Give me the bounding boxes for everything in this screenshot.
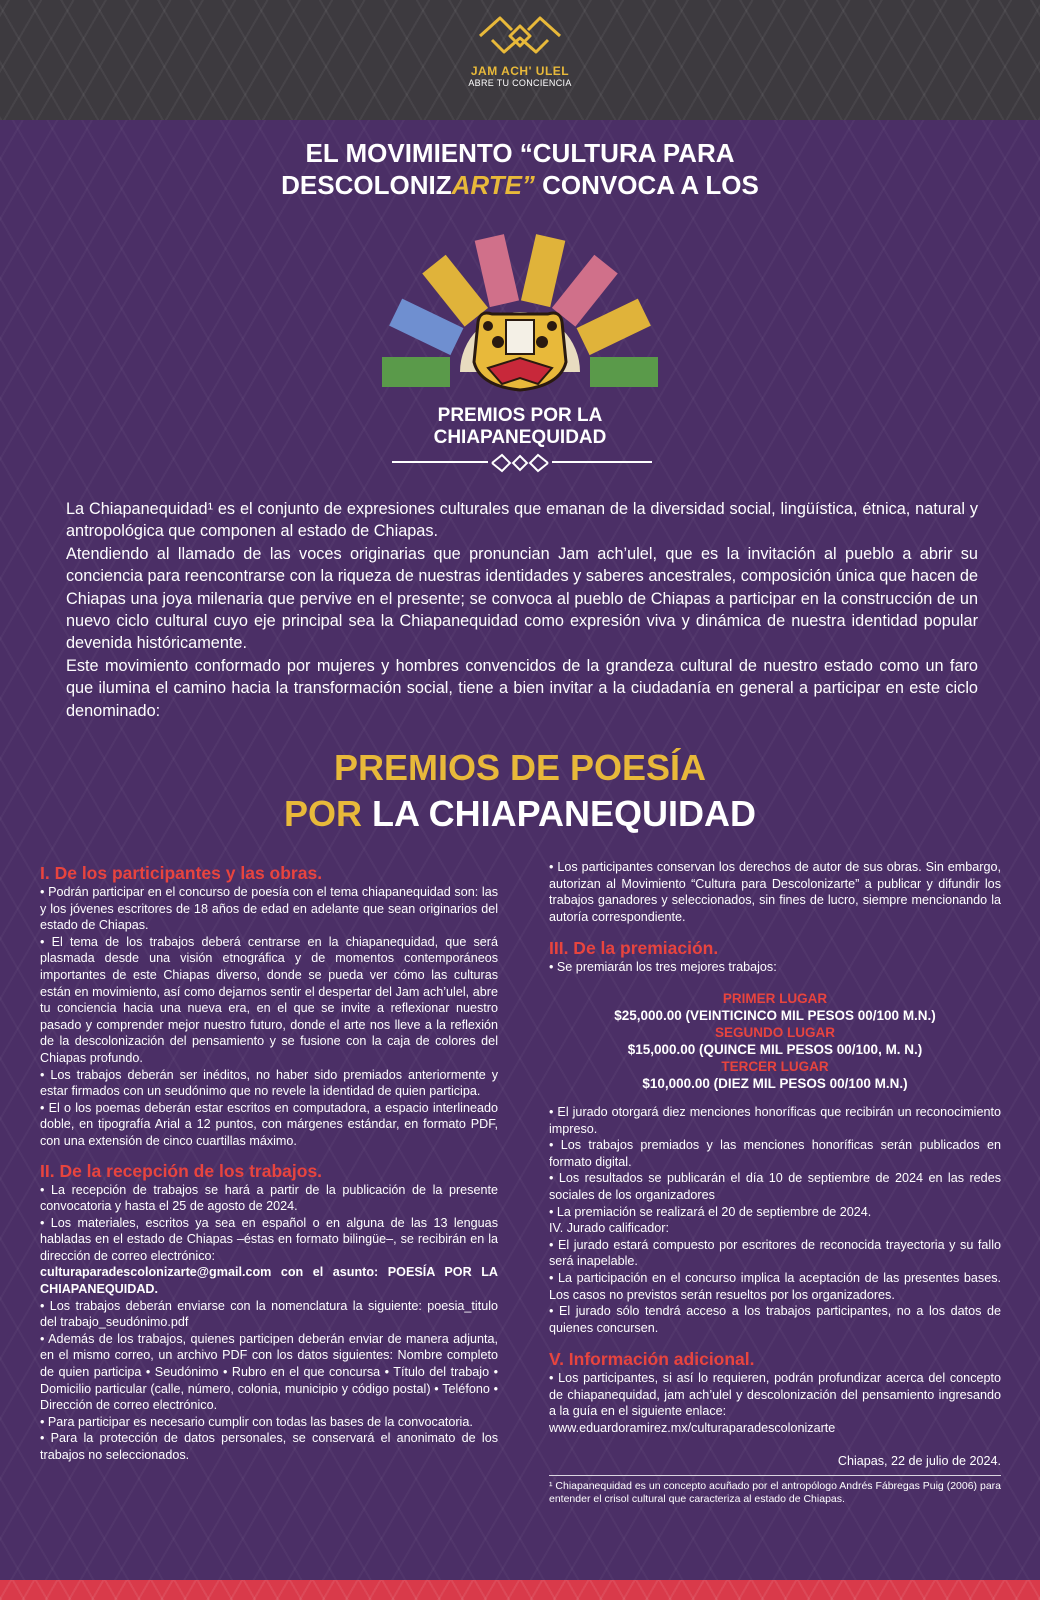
sun-ray <box>521 234 565 307</box>
prize-place: SEGUNDO LUGAR <box>714 1024 835 1040</box>
section-1-heading: I. De los participantes y las obras. <box>40 863 323 883</box>
knot-ornament-icon <box>488 453 552 473</box>
prize-amount: $15,000.00 (QUINCE MIL PESOS 00/100, M. N.) <box>627 1041 923 1057</box>
intro-paragraph-1: La Chiapanequidad¹ es el conjunto de expresiones culturales que emanan de la diversidad social, lingüística, étnica, natural y antropológica que componen al estado de Chiapas. <box>66 500 978 541</box>
bottom-banner <box>0 1580 1040 1600</box>
brand-name: JAM ACH' ULEL <box>470 64 570 78</box>
intro-paragraph-3: Este movimiento conformado por mujeres y hombres convencidos de la grandeza cultural de nuestro estado como un faro que ilumina el camino hacia la transformación social, tiene a bien invitar a la ciudadanía en general a participar en este ciclo denominado: <box>66 656 978 720</box>
jam-achulel-logo-icon <box>470 12 570 60</box>
footnote: ¹ Chiapanequidad es un concepto acuñado por el antropólogo Andrés Fábregas Puig (2006) para entender el crisol cultural que caracteriza al estado de Chiapas. <box>549 1480 1001 1506</box>
section-1-item: • El tema de los trabajos deberá centrarse en la chiapanequidad, que será plasmada desde una visión etnográfica y de momentos contemporáneos importantes de este Chiapas diverso, donde se pueda ver cómo las culturas están en movimiento, así como dejarnos sentir el despertar del Jam ach’ulel, abre tu conciencia hacia una nueva era, en el que se invite a reflexionar nuestro pasado y comprender mejor nuestro futuro, donde el arte nos lleve a la reflexión de la descolonización del pensamiento y se fusione con la caja de colores del Chiapas profundo. <box>40 934 498 1065</box>
footnote-divider <box>549 1475 1001 1476</box>
contest-title-line-1: PREMIOS DE POESÍA <box>333 747 707 788</box>
headline-line-2 <box>0 169 1040 201</box>
contest-title <box>0 745 1040 837</box>
prize-place: PRIMER LUGAR <box>722 990 828 1006</box>
section-2-item: • Los trabajos deberán enviarse con la nomenclatura la siguiente: poesia_titulo del trabajo_seudónimo.pdf <box>40 1298 498 1330</box>
sun-ray <box>475 234 519 307</box>
section-1-item: • Los trabajos deberán ser inéditos, no haber sido premiados anteriormente y estar firmados con un seudónimo que no revele la identidad de quien participa. <box>40 1067 498 1099</box>
section-3-item: • Los resultados se publicarán el día 10 de septiembre de 2024 en las redes sociales de los organizadores <box>549 1171 1001 1202</box>
brand-tagline: ABRE TU CONCIENCIA <box>468 78 572 88</box>
contest-title-chiapanequidad: LA CHIAPANEQUIDAD <box>372 793 756 834</box>
section-2-item: • Además de los trabajos, quienes participen deberán enviar de manera adjunta, en el mismo correo, un archivo PDF con los datos siguientes: Nombre completo de quien participa • Seudónimo • Rubro en el que concursa • Título del trabajo • Domicilio particular (calle, número, colonia, municipio y código postal) • Teléfono • Dirección de correo electrónico. <box>40 1331 498 1413</box>
headline <box>0 137 1040 201</box>
prize-place: TERCER LUGAR <box>721 1058 829 1074</box>
left-column <box>40 862 498 1464</box>
dateline: Chiapas, 22 de julio de 2024. <box>837 1453 1001 1468</box>
section-3-item: • La premiación se realizará el 20 de septiembre de 2024. <box>549 1204 872 1219</box>
sun-ray <box>590 357 658 387</box>
section-2-heading: II. De la recepción de los trabajos. <box>40 1160 323 1181</box>
section-1-item: • Podrán participar en el concurso de poesía con el tema chiapanequidad son: las y los jóvenes escritores de 18 años de edad en adelante que sean originarios del estado de Chiapas. <box>40 885 498 933</box>
submission-email: culturaparadescolonizarte@gmail.com con el asunto: POESÍA POR LA CHIAPANEQUIDAD. <box>40 1265 498 1297</box>
headline-part-1: DESCOLONIZ <box>281 170 452 200</box>
section-2-item: • La recepción de trabajos se hará a partir de la publicación de la presente convocatoria y hasta el 25 de agosto de 2024. <box>40 1182 498 1214</box>
sun-ray <box>382 357 450 387</box>
headline-line-1: EL MOVIMIENTO “CULTURA PARA <box>305 138 735 168</box>
section-4-item: • El jurado sólo tendrá acceso a los trabajos participantes, no a los datos de quienes concursen. <box>549 1304 1001 1335</box>
section-4-heading: IV. Jurado calificador: <box>549 1221 669 1236</box>
section-4-item: • El jurado estará compuesto por escritores de reconocida trayectoria y su fallo será inapelable. <box>549 1237 1001 1269</box>
contest-title-por: POR <box>283 793 372 834</box>
prize-amount: $10,000.00 (DIEZ MIL PESOS 00/100 M.N.) <box>642 1075 908 1091</box>
intro-paragraph-2: Atendiendo al llamado de las voces originarias que pronuncian Jam ach’ulel, que es la invitación al pueblo a abrir su conciencia para reencontrarse con la riqueza de nuestras identidades y saberes ancestrales, composición única que hacen de Chiapas una joya milenaria que pervive en el presente; se convoca al pueblo de Chiapas a participar en la construcción de un nuevo ciclo cultural cuyo eje principal sea la Chiapanequidad como expresión viva y dinámica de nuestra identidad popular devenida históricamente. <box>66 544 978 653</box>
jaguar-face-icon <box>474 313 566 390</box>
emblem-title-line-1: PREMIOS POR LA <box>437 405 603 426</box>
section-3-item: • El jurado otorgará diez menciones honoríficas que recibirán un reconocimiento impreso. <box>549 1104 1001 1136</box>
prize-list <box>549 990 1001 1092</box>
emblem-title-line-2: CHIAPANEQUIDAD <box>433 427 607 448</box>
prize-amount: $25,000.00 (VEINTICINCO MIL PESOS 00/100 M.N.) <box>614 1007 936 1023</box>
section-3-intro: • Se premiarán los tres mejores trabajos: <box>549 960 777 975</box>
brand-header <box>0 12 1040 88</box>
section-5-text: • Los participantes, si así lo requieren, podrán profundizar acerca del concepto de chiapanequidad, jam ach’ulel y descolonización del pensamiento ingresando a la guía en el siguiente enlace: <box>549 1371 1001 1419</box>
right-column <box>549 859 1001 1506</box>
headline-part-2: CONVOCA A LOS <box>534 170 759 200</box>
section-4-item: • La participación en el concurso implica la aceptación de las presentes bases. Los casos no previstos serán resueltos por los organizadores. <box>549 1270 1001 1302</box>
contest-title-line-2 <box>0 791 1040 837</box>
section-3-item: • Los trabajos premiados y las menciones honoríficas serán publicados en formato digital. <box>549 1138 1001 1169</box>
section-1-item: • El o los poemas deberán estar escritos en computadora, a espacio interlineado doble, en tipografía Arial a 12 puntos, con márgenes estándar, en formato PDF, con una extensión de cinco cuartillas máximo. <box>40 1100 498 1148</box>
section-2-item: • Para la protección de datos personales, se conservará el anonimato de los trabajos no seleccionados. <box>40 1431 498 1462</box>
section-2-item: • Para participar es necesario cumplir con todas las bases de la convocatoria. <box>40 1414 473 1429</box>
emblem-title <box>0 405 1040 449</box>
guide-link[interactable]: www.eduardoramirez.mx/culturaparadescolonizarte <box>549 1421 836 1436</box>
rights-paragraph: • Los participantes conservan los derechos de autor de sus obras. Sin embargo, autorizan al Movimiento “Cultura para Descolonizarte” a publicar y difundir los trabajos ganadores y seleccionados, sin fines de lucro, siempre mencionando la autoría correspondiente. <box>549 860 1001 924</box>
section-2-item: • Los materiales, escritos ya sea en español o en alguna de las 13 lenguas habladas en el estado de Chiapas –éstas en formato bilingüe–, se recibirán en la dirección de correo electrónico: <box>40 1215 498 1263</box>
section-3-heading: III. De la premiación. <box>549 938 719 959</box>
headline-accent: ARTE” <box>451 170 535 200</box>
intro-text <box>66 498 978 722</box>
section-5-heading: V. Información adicional. <box>549 1349 755 1370</box>
